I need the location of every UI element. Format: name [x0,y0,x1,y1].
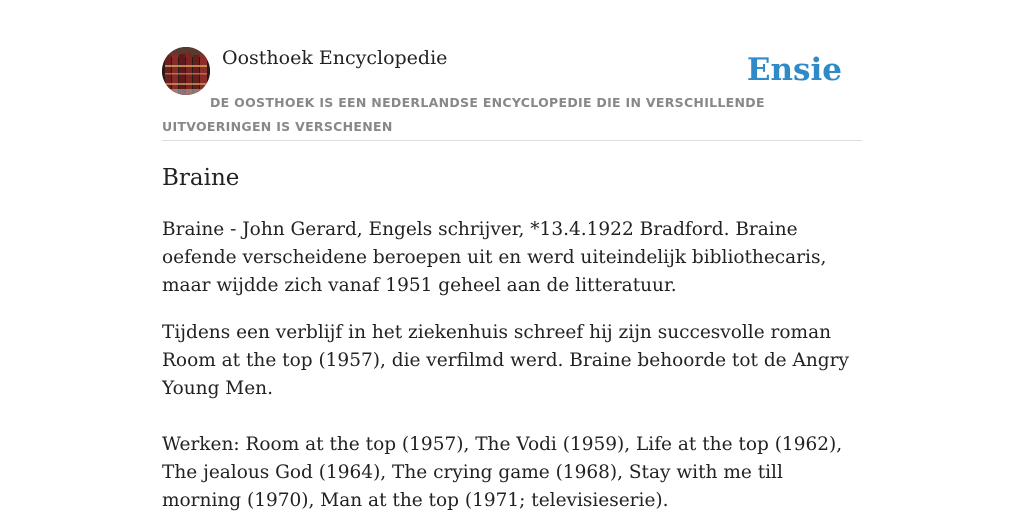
article-title: Braine [162,165,240,191]
source-title[interactable]: Oosthoek Encyclopedie [222,47,448,69]
brand-logo[interactable]: Ensie [746,52,842,88]
article-paragraph: Braine - John Gerard, Engels schrijver, *13.4.1922 Bradford. Braine oefende verscheidene beroepen uit en werd uiteindelijk bibliothecaris, maar wijdde zich vanaf 1951 geheel aan de litteratuur. [162,219,827,296]
article-body [162,216,862,512]
article-paragraph: Werken: Room at the top (1957), The Vodi (1959), Life at the top (1962), The jealous God (1964), The crying game (1968), Stay with me till morning (1970), Man at the top (1971; televisieserie). [162,434,843,511]
source-subtitle: DE OOSTHOEK IS EEN NEDERLANDSE ENCYCLOPEDIE DIE IN VERSCHILLENDE UITVOERINGEN IS VERSCHENEN [162,95,765,134]
encyclopedia-books-icon [162,47,210,95]
avatar[interactable] [162,47,210,95]
article-paragraph: Tijdens een verblijf in het ziekenhuis schreef hij zijn succesvolle roman Room at the top (1957), die verfilmd werd. Braine behoorde tot de Angry Young Men. [162,322,849,399]
header [162,46,862,141]
